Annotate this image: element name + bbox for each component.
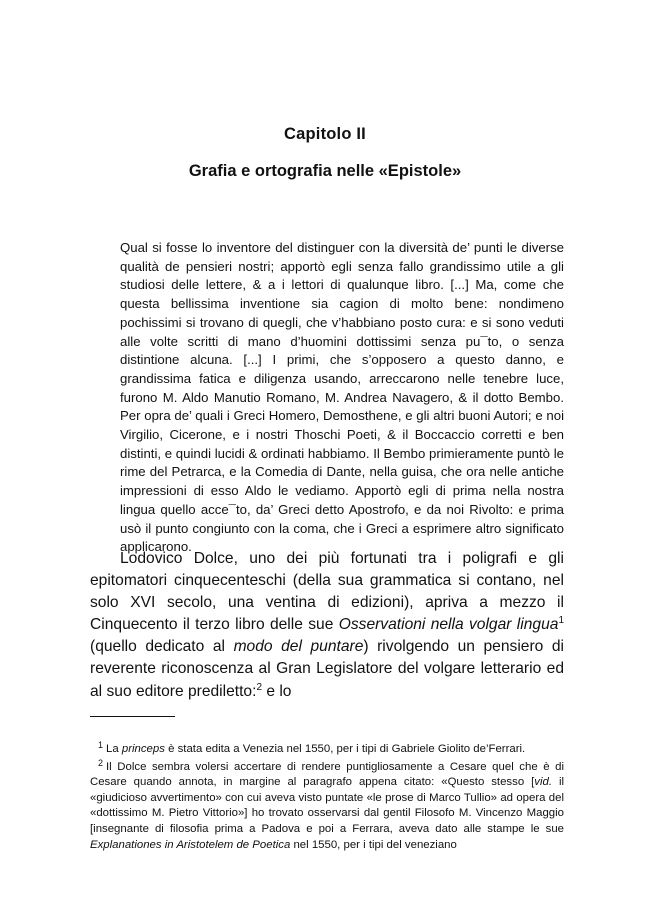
chapter-heading: Capitolo II — [284, 125, 366, 143]
body-text-part3: ) rivolgendo un pensiero di reverente riconoscenza al Gran Legislatore del volgare letterario ed al suo editore prediletto: — [90, 638, 565, 700]
footnote-text: il «giudicioso avvertimento» con cui aveva visto puntate «le prose di Marco Tullio» ad opera del «dottissimo M. Pietro Vittorio»] ho trovato osservarsi dal gentil Filosofo M. Vincenzo Maggio [insegnante di filosofia prima a Padova e poi a Ferrara, aveva dato alle stampe le sue — [90, 776, 565, 835]
body-text-part4: e lo — [262, 682, 292, 700]
footnotes — [90, 742, 564, 853]
body-text-part1: Lodovico Dolce, uno dei più fortunati tra i poligrafi e gli epitomatori cinquecenteschi (della sua grammatica si contano, nel solo XVI secolo, una ventina di edizioni), apriva a mezzo il Cinquecento il terzo libro delle sue — [90, 550, 564, 634]
footnote-text: La — [106, 743, 122, 755]
footnote-italic: princeps — [121, 743, 165, 755]
footnote-italic: vid. — [534, 776, 552, 789]
footnote-ref-1[interactable]: 1 — [558, 615, 564, 627]
footnote-ref-2[interactable]: 2 — [256, 681, 262, 693]
paragraph — [90, 548, 564, 703]
footnote-italic: Explanationes in Aristotelem de Poetica — [90, 838, 291, 851]
quote-text: Qual si fosse lo inventore del distinguer con la diversità de’ punti le diverse qualità de pensieri nostri; apportò egli senza fallo grandissimo utile a gli studiosi delle lettere, & a i lettori di qualunque libro. [...] Ma, come che questa bellissima inventione sia cagion di molto bene: nondimeno pochissimi si trovano di quegli, che v’habbiano posto cura: e si sono veduti alle volte scritti di mano d’huomini dottissimi senza pu¯to, o senza distintione alcuna. [...] I primi, che s’opposero a questo danno, e grandissima fatica e diligenza usando, arreccarono nelle tenebre luce, furono M. Aldo Manutio Romano, M. Andrea Navagero, & il dotto Bembo. Per opra de’ quali i Greci Homero, Demosthene, e gli altri buoni Autori; e noi Virgilio, Cicerone, e i nostri Thoschi Poeti, & il Boccaccio corretti e ben distinti, e quindi lucidi & ordinati habbiamo. Il Bembo primieramente puntò le rime del Petrarca, e la Comedia di Dante, nella guisa, che ora nelle antiche impressioni di esso Aldo le vediamo. Apportò egli di prima nella nostra lingua quello acce¯to, da’ Greci detto Apostrofo, e da noi Rivolto: e prima usò il punto congiunto con la coma, che i Greci a esprimere altro significato applicarono. — [120, 240, 564, 555]
body-text-part2: (quello dedicato al — [90, 638, 234, 656]
footnote-text: nel 1550, per i tipi del veneziano — [290, 838, 457, 851]
book-title: Osservationi nella volgar lingua — [338, 616, 559, 634]
block-quote — [120, 239, 564, 557]
footnote-text: è stata edita a Venezia nel 1550, per i tipi di Gabriele Giolito de’Ferrari. — [164, 743, 526, 755]
footnote-number: 1 — [98, 740, 104, 750]
footnote-2 — [90, 757, 565, 854]
modo-puntare: modo del puntare — [233, 638, 364, 656]
footnote-divider — [90, 716, 175, 717]
chapter-title: Grafia e ortografia nelle «Epistole» — [188, 162, 462, 180]
footnote-1 — [90, 742, 564, 758]
footnote-number: 2 — [98, 757, 104, 768]
footnote-text: Il Dolce sembra volersi accertare di rendere puntigliosamente a Cesare quel che è di Cesare quando annota, in margine al paragrafo appena citato: «Questo stesso [ — [90, 760, 564, 789]
body-paragraph — [90, 548, 564, 703]
